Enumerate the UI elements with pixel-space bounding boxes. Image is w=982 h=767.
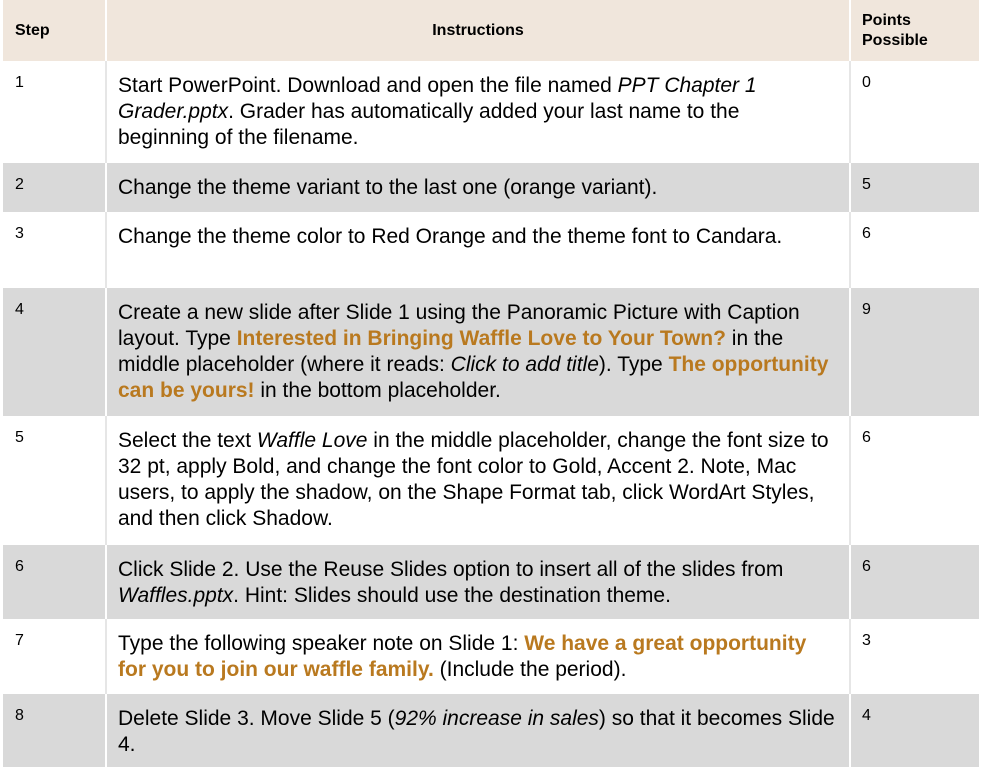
- instruction-text: Change the theme variant to the last one (orange variant).: [106, 163, 850, 212]
- instructions-table: [3, 0, 979, 767]
- table-row: [3, 416, 979, 545]
- points-value: 4: [850, 694, 979, 767]
- table-row: [3, 545, 979, 619]
- points-value: 3: [850, 619, 979, 694]
- step-number: 8: [15, 707, 24, 724]
- step-number: 6: [15, 558, 24, 575]
- table-row: [3, 163, 979, 212]
- table-row: [3, 288, 979, 416]
- table-row: [3, 61, 979, 163]
- step-number: 3: [15, 225, 24, 242]
- instruction-text: Type the following speaker note on Slide 1: We have a great opportunity for you to join our waffle family. (Include the period).: [106, 619, 850, 694]
- highlighted-text: Interested in Bringing Waffle Love to Your Town?: [236, 327, 726, 350]
- step-number: 4: [15, 301, 24, 318]
- points-value: 6: [850, 416, 979, 545]
- step-number: 5: [15, 429, 24, 446]
- points-value: 6: [850, 212, 979, 288]
- instruction-text: Change the theme color to Red Orange and the theme font to Candara.: [106, 212, 850, 288]
- instruction-text: Delete Slide 3. Move Slide 5 (92% increase in sales) so that it becomes Slide 4.: [106, 694, 850, 767]
- instruction-text: Select the text Waffle Love in the middle placeholder, change the font size to 32 pt, apply Bold, and change the font color to Gold, Accent 2. Note, Mac users, to apply the shadow, on the Shape Format tab, click WordArt Styles, and then click Shadow.: [106, 416, 850, 545]
- highlighted-text: We have a great opportunity for you to join our waffle family.: [118, 632, 807, 681]
- instruction-text: Start PowerPoint. Download and open the file named PPT Chapter 1 Grader.pptx. Grader has automatically added your last name to the beginning of the filename.: [106, 61, 850, 163]
- points-value: 5: [850, 163, 979, 212]
- table-row: [3, 619, 979, 694]
- instruction-text: Click Slide 2. Use the Reuse Slides option to insert all of the slides from Waffles.pptx. Hint: Slides should use the destination theme.: [106, 545, 850, 619]
- header-row: [3, 0, 979, 61]
- points-value: 9: [850, 288, 979, 416]
- highlighted-text: The opportunity can be yours!: [118, 353, 829, 402]
- step-number: 1: [15, 74, 24, 91]
- table-row: [3, 212, 979, 288]
- step-number: 7: [15, 632, 24, 649]
- table-row: [3, 694, 979, 767]
- header-points-possible: Points Possible: [850, 0, 979, 61]
- points-value: 6: [850, 545, 979, 619]
- step-number: 2: [15, 176, 24, 193]
- instruction-text: Create a new slide after Slide 1 using the Panoramic Picture with Caption layout. Type Interested in Bringing Waffle Love to Your Town? in the middle placeholder (where it reads: Click to add title). Type The opportunity can be yours! in the bottom placeholder.: [106, 288, 850, 416]
- points-value: 0: [850, 61, 979, 163]
- header-instructions: Instructions: [106, 0, 850, 61]
- header-step: Step: [15, 21, 50, 39]
